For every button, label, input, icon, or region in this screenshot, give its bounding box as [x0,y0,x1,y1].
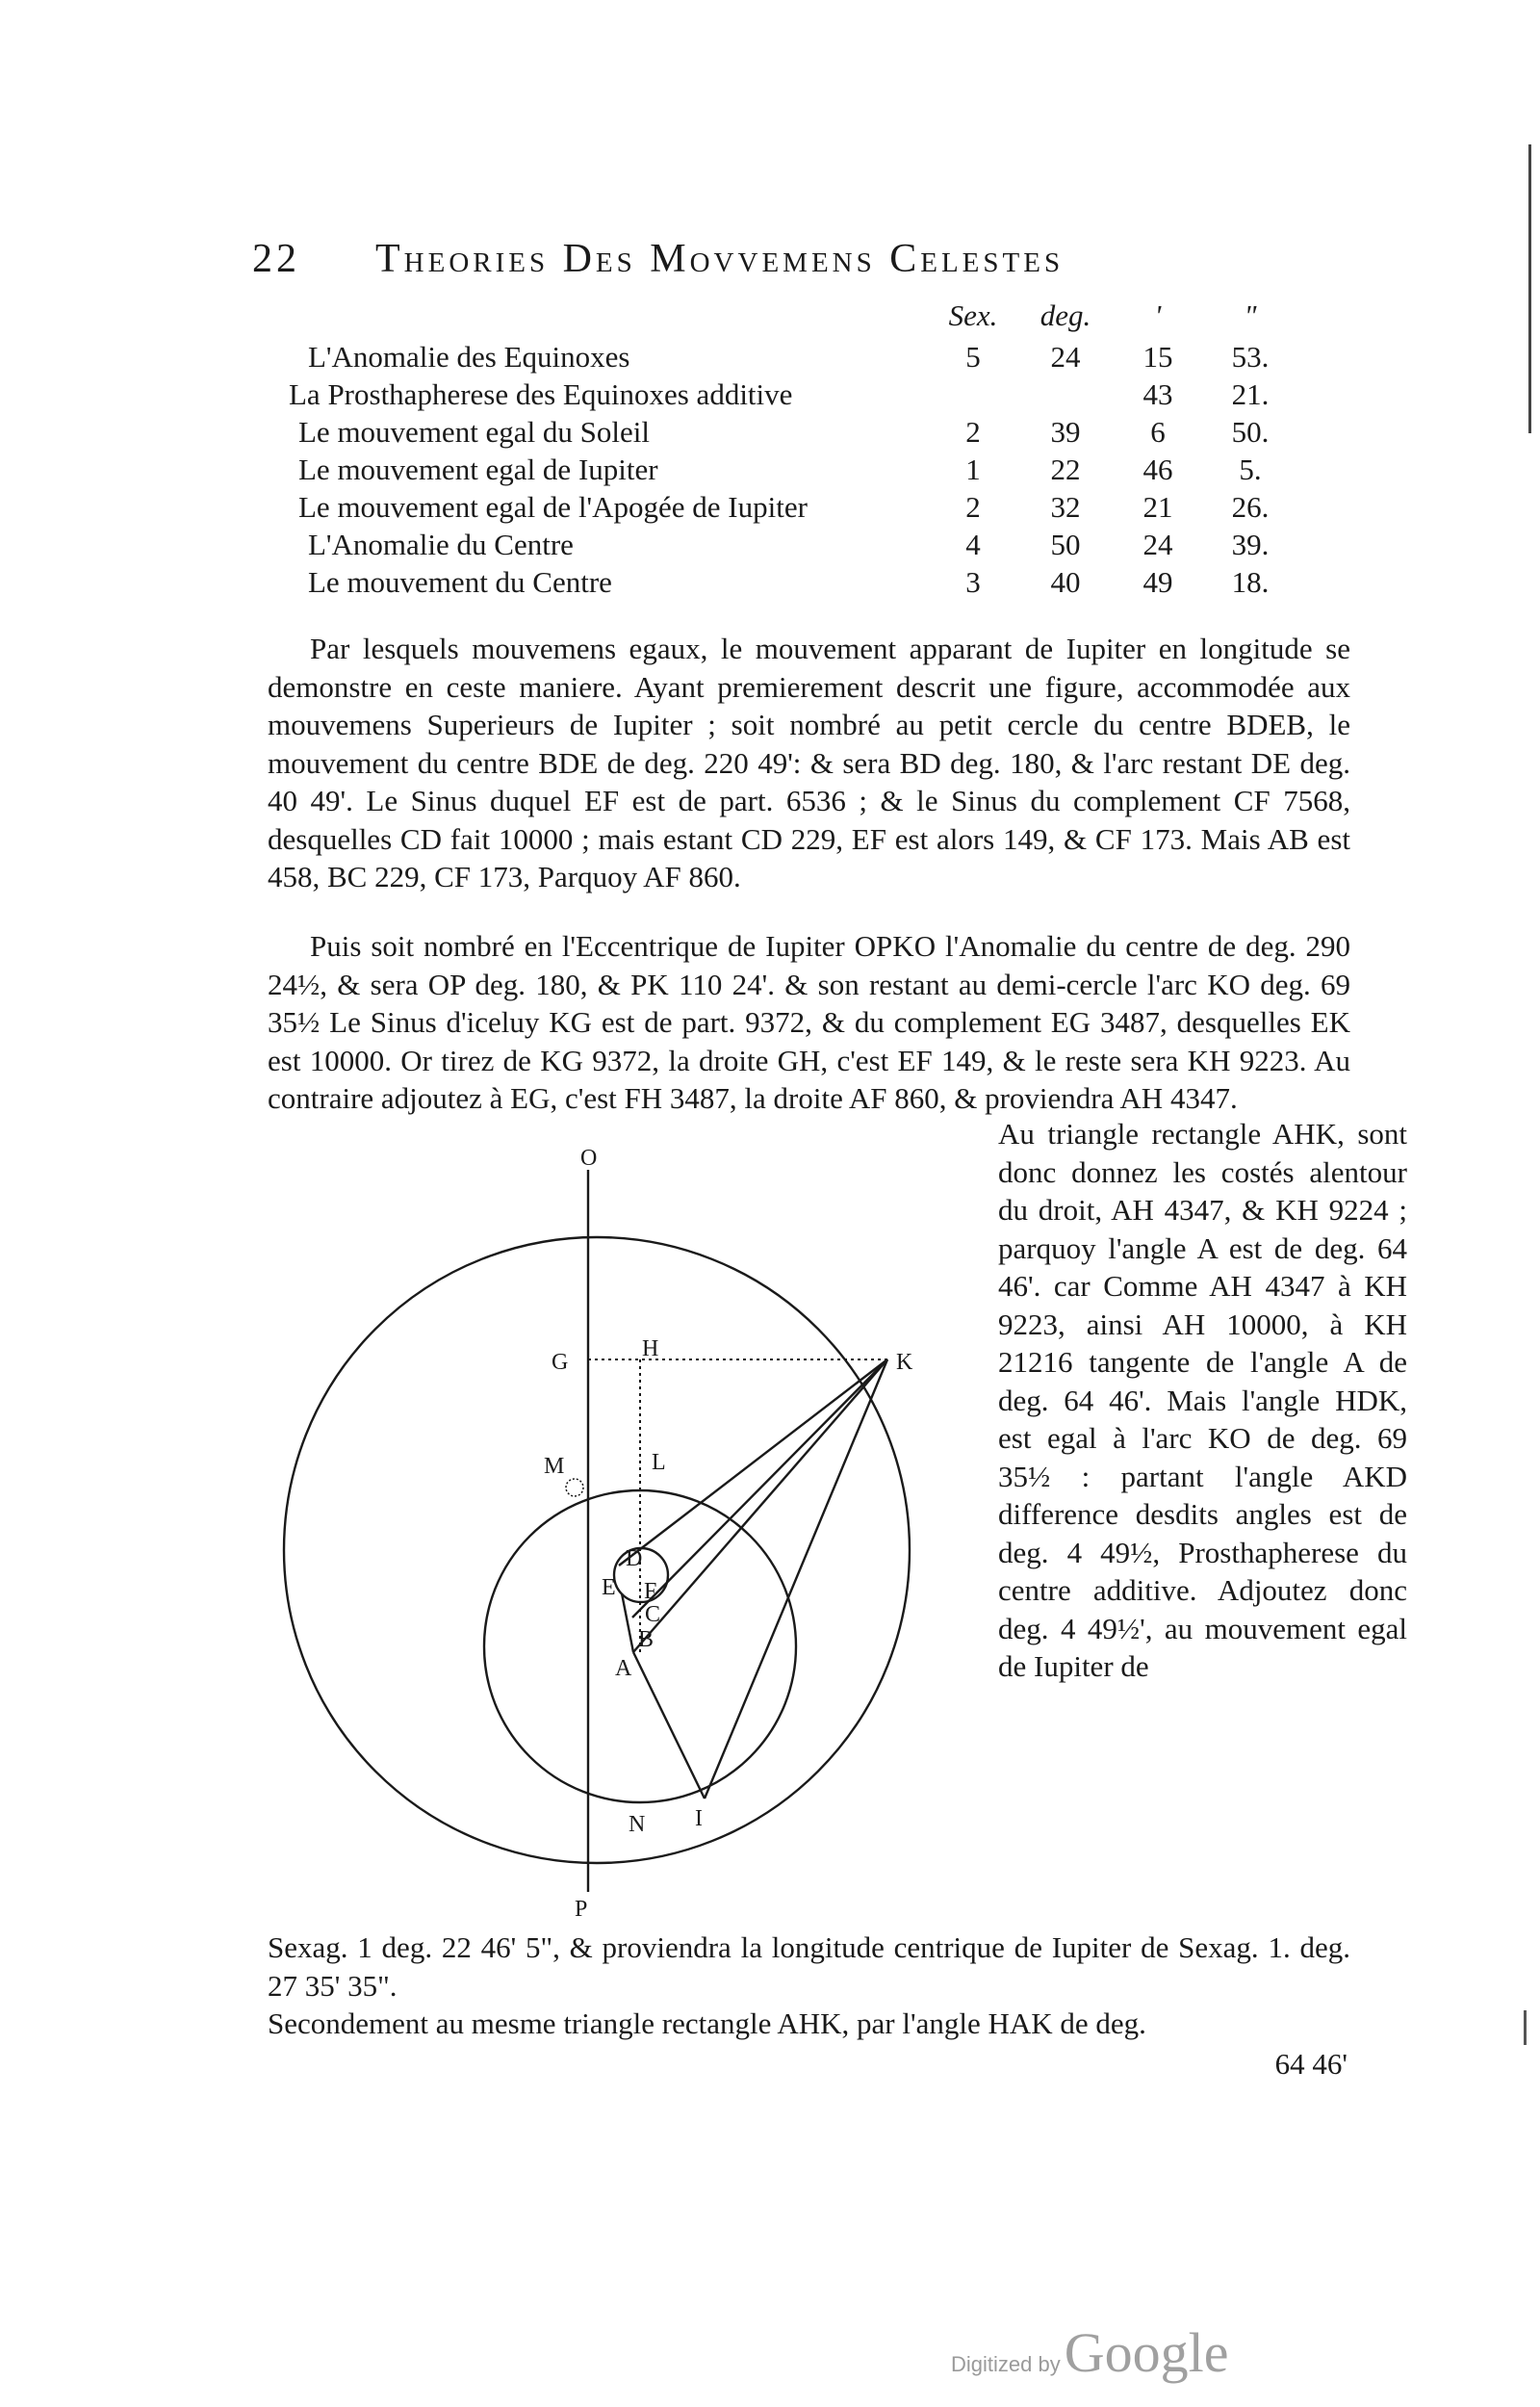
line-ik [705,1359,887,1799]
row-sex: 3 [965,565,981,599]
table-row [279,375,1303,413]
paragraph-1: Par lesquels mouvemens egaux, le mouvement apparant de Iupiter en longitude se demonstre en ceste maniere. Ayant premierement descrit une figure, accommodée aux mouvemens Superieurs de Iupiter ; soit nombré au petit cercle du centre BDEB, le mouvement du centre BDE de deg. 220 49': & sera BD deg. 180, & l'arc restant DE deg. 40 49'. Le Sinus duquel EF est de part. 6536 ; & le Sinus du complement CF 7568, desquelles CD fait 10000 ; mais estant CD 229, EF est alors 149, & CF 173. Mais AB est 458, BC 229, CF 173, Parquoy AF 860. [268,632,1350,893]
row-sec: 26. [1231,490,1270,524]
line-ak [633,1359,887,1652]
label-e: E [602,1575,616,1600]
catchword: 64 46' [1274,2047,1348,2081]
row-min: 24 [1142,528,1173,561]
row-sex: 4 [965,528,981,561]
paragraph-3-column: Au triangle rectangle AHK, sont donc donnez les costés alentour du droit, AH 4347, & KH 9224 ; parquoy l'angle A est de deg. 64 46'. car Comme AH 4347 à KH 9223, ainsi AH 10000, à KH 21216 tangente de l'angle A de deg. 64 46'. Mais l'angle HDK, est egal à l'arc KO de deg. 69 35½ : partant l'angle AKD difference desdits angles est de deg. 4 49½, Prosthapherese du centre additive. Adjoutez donc deg. 4 49½', au mouvement egal de Iupiter de [998,1117,1407,1683]
col-degrees: deg. [1040,298,1091,332]
label-n: N [629,1812,646,1837]
page-title: Theories Des Movvemens Celestes [375,237,1065,281]
label-p: P [575,1897,588,1916]
row-sex: 1 [965,453,981,486]
digitization-watermark [951,2320,1228,2385]
label-b: B [638,1627,654,1652]
paragraph-5: Secondement au mesme triangle rectangle AHK, par l'angle HAK de deg. [268,2006,1146,2040]
running-header [252,236,1292,284]
row-deg: 39 [1050,415,1081,449]
google-logo: Google [1064,2321,1229,2384]
row-sec: 5. [1239,453,1262,486]
row-label: Le mouvement du Centre [308,565,612,599]
table-header-row [279,297,1303,338]
line-ea [622,1593,633,1652]
label-k: K [896,1350,913,1375]
label-d: D [626,1546,643,1571]
paragraph-2: Puis soit nombré en l'Eccentrique de Iupiter OPKO l'Anomalie du centre de deg. 290 24½, & sera OP deg. 180, & PK 110 24'. & son restant au demi-cercle l'arc KO deg. 69 35½ Le Sinus d'iceluy KG est de part. 9372, & du complement EG 3487, desquelles EK est 10000. Or tirez de KG 9372, la droite GH, c'est EF 149, & le reste sera KH 9223. Au contraire adjoutez à EG, c'est FH 3487, la droite AF 860, & proviendra AH 4347. [268,929,1350,1115]
label-i: I [695,1806,703,1831]
label-c: C [645,1602,661,1627]
row-min: 46 [1142,453,1173,486]
row-deg: 22 [1050,453,1081,486]
line-bk [632,1359,887,1618]
table-row [279,488,1303,526]
row-min: 43 [1142,377,1173,411]
row-sec: 50. [1231,415,1270,449]
row-sec: 21. [1231,377,1270,411]
row-min: 15 [1142,340,1173,374]
label-f: F [644,1579,657,1604]
row-sex: 2 [965,490,981,524]
label-a: A [615,1656,632,1681]
col-minutes: ' [1154,298,1162,332]
row-label: La Prosthapherese des Equinoxes additive [289,377,793,411]
row-sex: 5 [965,340,981,374]
table-row [279,526,1303,563]
row-sex [934,375,1013,413]
row-sec: 18. [1231,565,1270,599]
table-row [279,413,1303,451]
row-label: L'Anomalie des Equinoxes [308,340,630,374]
label-m: M [544,1454,565,1479]
row-deg: 32 [1050,490,1081,524]
row-sec: 53. [1231,340,1270,374]
table-row [279,563,1303,601]
label-l: L [652,1450,666,1475]
row-deg [1013,375,1118,413]
row-label: L'Anomalie du Centre [308,528,574,561]
motions-table [279,297,1303,601]
col-seconds: " [1244,298,1257,332]
row-min: 49 [1142,565,1173,599]
digitized-label: Digitized by [951,2352,1061,2376]
row-sex: 2 [965,415,981,449]
row-label: Le mouvement egal de l'Apogée de Iupiter [298,490,808,524]
row-label: Le mouvement egal de Iupiter [298,453,658,486]
row-deg: 50 [1050,528,1081,561]
row-deg: 40 [1050,565,1081,599]
line-ai [633,1652,705,1799]
page-edge-mark [1528,144,1531,433]
row-label: Le mouvement egal du Soleil [298,415,651,449]
label-h: H [642,1336,659,1361]
eccentric-circle [284,1237,910,1863]
page-mark [1524,2010,1527,2045]
mars-star-icon [566,1479,583,1496]
row-deg: 24 [1050,340,1081,374]
page-number: 22 [252,237,300,281]
row-sec: 39. [1231,528,1270,561]
paragraph-4: Sexag. 1 deg. 22 46' 5", & proviendra la longitude centrique de Iupiter de Sexag. 1. deg. 27 35' 35". [268,1930,1350,2003]
table-row [279,451,1303,488]
table-row [279,338,1303,375]
jupiter-orbit-diagram [274,1146,987,1916]
col-sexagesimal: Sex. [948,298,998,332]
label-o: O [580,1146,598,1171]
label-g: G [552,1350,569,1375]
row-min: 6 [1150,415,1166,449]
row-min: 21 [1142,490,1173,524]
